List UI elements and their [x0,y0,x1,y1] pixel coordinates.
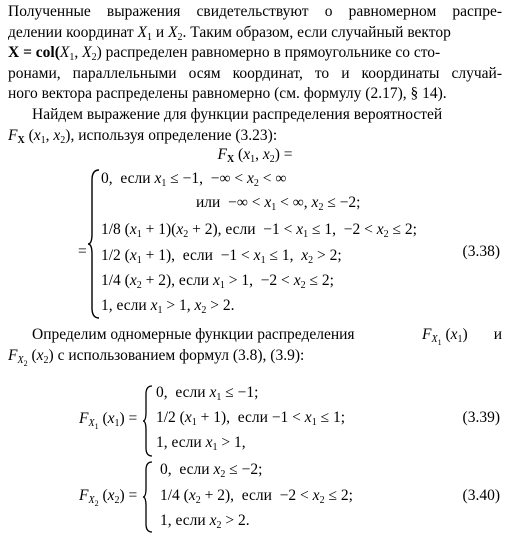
p3-line-1: Определим одномерные функции распределения $F_{X_1}$ $(x_1)$ и [32,326,502,347]
eq339-brace [142,384,154,458]
eq338-case-4: 1/4 $(x_2 + 2)$, если $x_1 > 1$, $-2 < x_2 \le 2$; [101,272,334,291]
eq339-case-2: 1/2 $(x_1 + 1)$, если $-1 < x_1 \le 1$; [156,409,346,428]
p1-line-2: делении координат $X_1$ и $X_2$. Таким образом, если случайный вектор [8,23,451,43]
p1-line-4: ронами, параллельными осям координат, то и координаты случай- [8,64,502,82]
paragraph-find-distribution [8,105,502,146]
eq338-case-1: 0, если $x_1 \le -1$, −∞ < $x_2$ < ∞ [101,170,287,189]
p1-line-3: $X = col(X_1$, $X_2$) распределен равномерно в прямоугольнике со сто- [8,44,441,63]
paragraph-uniform-distribution [8,2,502,105]
eq340-case-2: 1/4 $(x_2 + 2)$, если $-2 < x_2 \le 2$; [160,487,353,506]
eq340-number: (3.40) [462,487,500,504]
eq340-brace [142,460,154,534]
eq340-case-1: 0, если $x_2 \le -2$; [160,461,263,480]
eq338-number: (3.38) [462,243,500,260]
paragraph-marginal-functions [8,325,502,366]
eq340-lhs: $F_{X_2}$ $(x_2)$ = [79,487,138,508]
eq339-case-1: 0, если $x_1 \le -1$; [156,384,259,403]
eq339-case-3: 1, если $x_1 > 1$, [156,434,246,453]
eq338-brace [87,168,101,320]
eq338-case-1b: или −∞ < $x_1$ < ∞, $x_2 \le -2$; [196,194,361,213]
p2-line-1: Найдем выражение для функции распределения вероятностей [32,106,443,123]
eq338-case-2: 1/8 $(x_1 + 1)(x_2 + 2)$, если $-1 < x_1 \le 1$, $-2 < x_2 \le 2$; [101,221,417,240]
eq338-equals: = [78,243,87,260]
eq340-case-3: 1, если $x_2 > 2$. [160,512,250,531]
eq339-lhs: $F_{X_1}$ $(x_1)$ = [79,410,138,431]
p3-line-2: $F_{X_2}$ $(x_2)$ с использованием формул (3.8), (3.9): [8,346,305,368]
eq338-case-5: 1, если $x_1 > 1$, $x_2 > 2$. [101,297,235,316]
eq339-number: (3.39) [462,409,500,426]
p1-line-5: ного вектора распределены равномерно (см. формулу (2.17), § 14). [8,85,447,102]
eq338-head: $F_X$ ($x_1$, $x_2$) = [217,146,293,165]
p1-line-1: Полученные выражения свидетельствуют о равномерном распре- [8,3,502,20]
p2-line-2: $F_X$ ($x_1$, $x_2$), используя определение (3.23): [8,126,278,146]
eq338-case-3: 1/2 $(x_1 + 1)$, если $-1 < x_1 \le 1$, $x_2 > 2$; [101,247,342,266]
